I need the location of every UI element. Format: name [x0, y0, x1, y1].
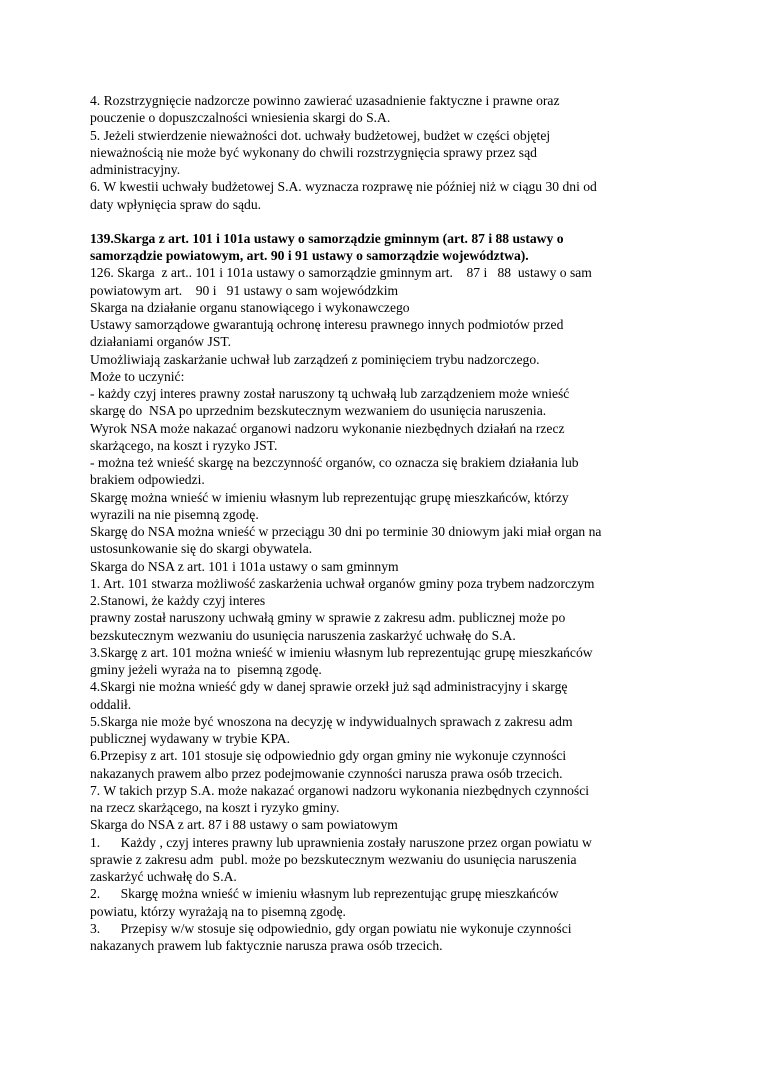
text-line: administracyjny. — [90, 162, 181, 177]
text-line: gminy jeżeli wyraża na to pisemną zgodę. — [90, 662, 322, 677]
text-line: brakiem odpowiedzi. — [90, 472, 205, 488]
text-line: działaniami organów JST. — [90, 334, 232, 350]
text-line: skargę do NSA po uprzednim bezskutecznym wezwaniem do usunięcia naruszenia. — [90, 403, 547, 419]
text-line: nieważnością nie może być wykonany do chwili rozstrzygnięcia sprawy przez sąd — [90, 144, 537, 160]
text-line: Skargę można wnieść w imieniu własnym lub reprezentując grupę mieszkańców, którzy — [90, 489, 569, 505]
text-line: zaskarżyć uchwałę do S.A. — [90, 869, 237, 884]
section-heading — [90, 230, 682, 265]
text-line: bezskutecznym wezwaniu do usunięcia naruszenia zaskarżyć uchwałę do S.A. — [90, 627, 516, 643]
text-line: 4.Skargi nie można wnieść gdy w danej sprawie orzekł już sąd administracyjny i skargę — [90, 679, 568, 695]
text-line: Skarga na działanie organu stanowiącego i wykonawczego — [90, 299, 410, 315]
text-line: 5. Jeżeli stwierdzenie nieważności dot. uchwały budżetowej, budżet w części objętej — [90, 127, 551, 143]
text-line: nakazanych prawem lub faktycznie narusza prawa osób trzecich. — [90, 938, 443, 953]
heading-line: 139.Skarga z art. 101 i 101a ustawy o samorządzie gminnym (art. 87 i 88 ustawy o — [90, 230, 564, 246]
text-line: 3.Skargę z art. 101 można wnieść w imieniu własnym lub reprezentując grupę mieszkańców — [90, 644, 593, 660]
text-line: 5.Skarga nie może być wnoszona na decyzję w indywidualnych sprawach z zakresu adm — [90, 713, 573, 729]
text-line: ustosunkowanie się do skargi obywatela. — [90, 541, 313, 557]
text-line: 1. Każdy , czyj interes prawny lub uprawnienia zostały naruszone przez organ powiatu w — [90, 834, 592, 850]
text-line: 3. Przepisy w/w stosuje się odpowiednio, gdy organ powiatu nie wykonuje czynności — [90, 920, 572, 936]
text-line: - każdy czyj interes prawny został naruszony tą uchwałą lub zarządzeniem może wnieść — [90, 386, 570, 401]
text-line: Wyrok NSA może nakazać organowi nadzoru wykonanie niezbędnych działań na rzecz — [90, 420, 565, 436]
text-line: Umożliwiają zaskarżanie uchwał lub zarządzeń z pominięciem trybu nadzorczego. — [90, 351, 540, 367]
text-line: 6.Przepisy z art. 101 stosuje się odpowiednio gdy organ gminy nie wykonuje czynności — [90, 748, 567, 764]
text-line: Skargę do NSA można wnieść w przeciągu 30 dni po terminie 30 dniowym jaki miał organ na — [90, 524, 602, 539]
text-line: wyrazili na nie pisemną zgodę. — [90, 506, 259, 522]
text-line: oddalił. — [90, 696, 132, 712]
text-line: 6. W kwestii uchwały budżetowej S.A. wyznacza rozprawę nie później niż w ciągu 30 dni od — [90, 179, 597, 195]
text-line: publicznej wydawany w trybie KPA. — [90, 731, 290, 746]
text-line: pouczenie o dopuszczalności wniesienia skargi do S.A. — [90, 110, 391, 126]
text-line: powiatu, którzy wyrażają na to pisemną zgodę. — [90, 903, 346, 919]
text-line: 2.Stanowi, że każdy czyj interes — [90, 593, 266, 608]
section-prior-points — [90, 92, 682, 213]
text-line: Ustawy samorządowe gwarantują ochronę interesu prawnego innych podmiotów przed — [90, 317, 564, 332]
text-line: Może to uczynić: — [90, 368, 185, 384]
text-line: 2. Skargę można wnieść w imieniu własnym lub reprezentując grupę mieszkańców — [90, 886, 559, 902]
text-line: 4. Rozstrzygnięcie nadzorcze powinno zawierać uzasadnienie faktyczne i prawne oraz — [90, 93, 560, 108]
text-line: 126. Skarga z art.. 101 i 101a ustawy o samorządzie gminnym art. 87 i 88 ustawy o sam — [90, 265, 592, 281]
document-content — [90, 92, 682, 954]
paragraph-gap — [90, 213, 682, 230]
text-line: nakazanych prawem albo przez podejmowanie czynności narusza prawa osób trzecich. — [90, 765, 563, 781]
text-line: na rzecz skarżącego, na koszt i ryzyko gminy. — [90, 800, 340, 815]
text-line: Skarga do NSA z art. 101 i 101a ustawy o sam gminnym — [90, 558, 399, 574]
text-line: powiatowym art. 90 i 91 ustawy o sam wojewódzkim — [90, 282, 399, 298]
heading-line: samorządzie powiatowym, art. 90 i 91 ustawy o samorządzie województwa). — [90, 248, 529, 263]
text-line: daty wpłynięcia spraw do sądu. — [90, 196, 262, 212]
text-line: Skarga do NSA z art. 87 i 88 ustawy o sam powiatowym — [90, 817, 398, 833]
text-line: 7. W takich przyp S.A. może nakazać organowi nadzoru wykonania niezbędnych czynności — [90, 782, 590, 798]
text-line: skarżącego, na koszt i ryzyko JST. — [90, 437, 278, 453]
section-body — [90, 264, 682, 954]
text-line: - można też wnieść skargę na bezczynność organów, co oznacza się brakiem działania lub — [90, 455, 579, 470]
text-line: sprawie z zakresu adm publ. może po bezskutecznym wezwaniu do usunięcia naruszenia — [90, 851, 577, 867]
text-line: prawny został naruszony uchwałą gminy w sprawie z zakresu adm. publicznej może po — [90, 610, 566, 626]
text-line: 1. Art. 101 stwarza możliwość zaskarżenia uchwał organów gminy poza trybem nadzorczym — [90, 575, 595, 591]
